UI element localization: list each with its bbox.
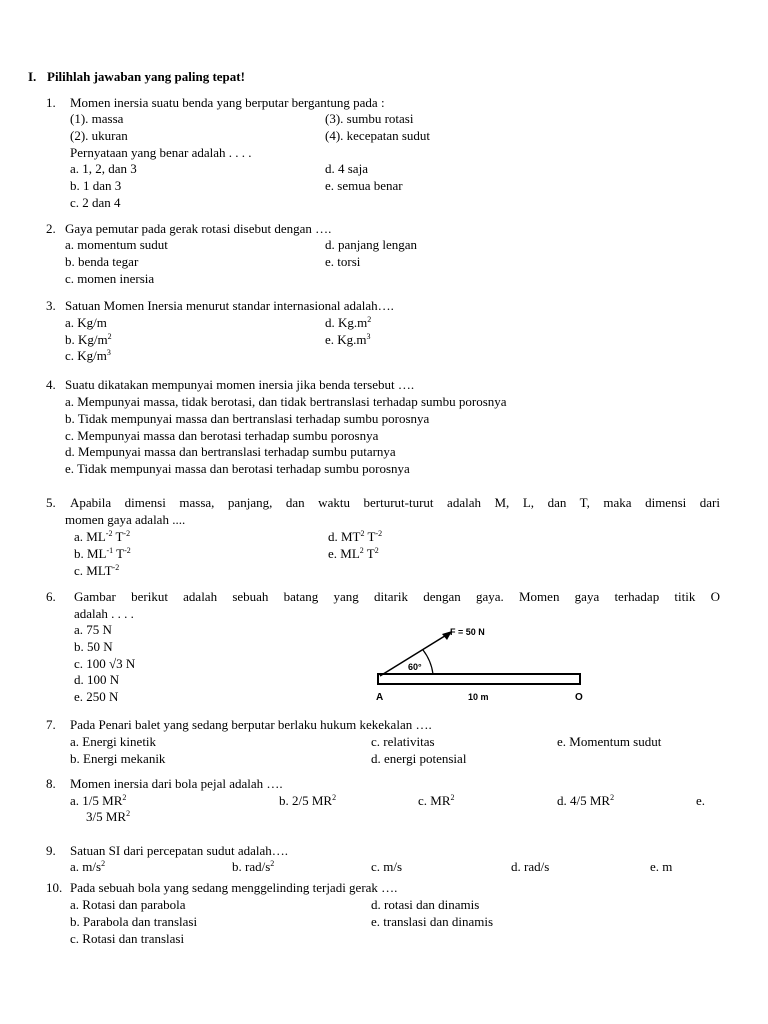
q1-statement-3: (3). sumbu rotasi [325, 111, 414, 126]
q1-option-a: a. 1, 2, dan 3 [70, 161, 137, 176]
q5-text-line2: momen gaya adalah .... [65, 512, 186, 527]
q5-option-e: e. $ML^2$ $T^2$ [328, 546, 379, 561]
q10-number: 10. [46, 880, 63, 895]
q6-text-line2: adalah . . . . [74, 606, 134, 621]
q2-option-e: e. torsi [325, 254, 361, 269]
force-label: F = 50 N [450, 627, 485, 637]
q6-option-b: b. 50 N [74, 639, 113, 654]
q4-option-d: d. Mempunyai massa dan bertranslasi terhadap sumbu putarnya [65, 444, 396, 459]
q2-option-c: c. momen inersia [65, 271, 155, 286]
q10-option-d: d. rotasi dan dinamis [371, 897, 480, 912]
q1-statement-4: (4). kecepatan sudut [325, 128, 431, 143]
q3-option-a: a. Kg/m [65, 315, 107, 330]
q9-option-b: b. rad/$s^2$ [232, 859, 275, 874]
q1-option-d: d. 4 saja [325, 161, 368, 176]
q6-option-e: e. 250 N [74, 689, 119, 704]
q3-option-b: b. $Kg/m^2$ [65, 332, 112, 347]
q2-number: 2. [46, 221, 56, 236]
q1-prompt: Pernyataan yang benar adalah . . . . [70, 145, 252, 160]
q10-text: Pada sebuah bola yang sedang menggelinding terjadi gerak …. [70, 880, 398, 895]
q9-number: 9. [46, 843, 56, 858]
q3-option-d: d. $Kg.m^2$ [325, 315, 372, 330]
q9-option-e: e. m [650, 859, 673, 874]
q6-option-d: d. 100 N [74, 672, 120, 687]
q2-text: Gaya pemutar pada gerak rotasi disebut dengan …. [65, 221, 332, 236]
q8-option-a: a. 1/5 $MR^2$ [70, 793, 127, 808]
q7-option-d: d. energi potensial [371, 751, 467, 766]
q1-option-c: c. 2 dan 4 [70, 195, 121, 210]
angle-label: 60° [408, 662, 422, 672]
section-title: Pilihlah jawaban yang paling tepat! [47, 69, 245, 84]
point-o-label: O [575, 692, 583, 703]
q3-text: Satuan Momen Inersia menurut standar internasional adalah…. [65, 298, 394, 313]
q2-option-b: b. benda tegar [65, 254, 139, 269]
q1-option-e: e. semua benar [325, 178, 403, 193]
q6-option-a: a. 75 N [74, 622, 112, 637]
q8-option-c: c. $MR^2$ [418, 793, 455, 808]
q4-number: 4. [46, 377, 56, 392]
q5-number: 5. [46, 495, 56, 510]
q6-option-c: c. 100 √3 N [74, 656, 136, 671]
q8-option-d: d. 4/5 $MR^2$ [557, 793, 615, 808]
angle-arc [423, 650, 433, 674]
q10-option-a: a. Rotasi dan parabola [70, 897, 186, 912]
q2-option-a: a. momentum sudut [65, 237, 168, 252]
q2-option-d: d. panjang lengan [325, 237, 418, 252]
q7-option-c: c. relativitas [371, 734, 435, 749]
q3-number: 3. [46, 298, 56, 313]
q10-option-e: e. translasi dan dinamis [371, 914, 494, 929]
q8-number: 8. [46, 776, 56, 791]
length-label: 10 m [468, 692, 489, 702]
q1-option-b: b. 1 dan 3 [70, 178, 122, 193]
q7-option-e: e. Momentum sudut [557, 734, 662, 749]
q6-figure [370, 618, 600, 710]
q10-option-c: c. Rotasi dan translasi [70, 931, 185, 946]
q4-option-c: c. Mempunyai massa dan berotasi terhadap sumbu porosnya [65, 428, 379, 443]
point-a-label: A [376, 692, 384, 703]
q9-option-c: c. m/s [371, 859, 403, 874]
q5-option-c: c. $MLT^{-2}$ [74, 563, 120, 578]
q6-text-line1: Gambar berikut adalah sebuah batang yang ditarik dengan gaya. Momen gaya terhadap titik O [74, 589, 720, 604]
q6-number: 6. [46, 589, 56, 604]
q8-option-e: 3/5 $MR^2$ [86, 809, 131, 824]
q8-option-e-label: e. [696, 793, 706, 808]
q1-statement-1: (1). massa [70, 111, 124, 126]
q9-text: Satuan SI dari percepatan sudut adalah…. [70, 843, 289, 858]
section-number: I. [28, 69, 37, 84]
q7-text: Pada Penari balet yang sedang berputar berlaku hukum kekekalan …. [70, 717, 432, 732]
q9-option-d: d. rad/s [511, 859, 550, 874]
q7-number: 7. [46, 717, 56, 732]
q5-text-line1: Apabila dimensi massa, panjang, dan waktu berturut-turut adalah M, L, dan T, maka dimensi dari [70, 495, 720, 510]
q4-text: Suatu dikatakan mempunyai momen inersia jika benda tersebut …. [65, 377, 415, 392]
q1-text: Momen inersia suatu benda yang berputar bergantung pada : [70, 95, 385, 110]
q3-option-e: e. $Kg.m^3$ [325, 332, 371, 347]
q3-option-c: c. $Kg/m^3$ [65, 348, 111, 363]
q4-option-e: e. Tidak mempunyai massa dan berotasi terhadap sumbu porosnya [65, 461, 410, 476]
q5-option-a: a. $ML^{-2}$ $T^{-2}$ [74, 529, 131, 544]
q8-text: Momen inersia dari bola pejal adalah …. [70, 776, 283, 791]
q7-option-b: b. Energi mekanik [70, 751, 166, 766]
q1-number: 1. [46, 95, 56, 110]
q5-option-b: b. $ML^{-1}$ $T^{-2}$ [74, 546, 131, 561]
q1-statement-2: (2). ukuran [70, 128, 128, 143]
q5-option-d: d. $MT^2$ $T^{-2}$ [328, 529, 383, 544]
q4-option-a: a. Mempunyai massa, tidak berotasi, dan tidak bertranslasi terhadap sumbu porosnya [65, 394, 507, 409]
q4-option-b: b. Tidak mempunyai massa dan bertranslasi terhadap sumbu porosnya [65, 411, 430, 426]
q7-option-a: a. Energi kinetik [70, 734, 157, 749]
q10-option-b: b. Parabola dan translasi [70, 914, 198, 929]
rod [378, 674, 580, 684]
q9-option-a: a. $m/s^2$ [70, 859, 106, 874]
q8-option-b: b. 2/5 $MR^2$ [279, 793, 337, 808]
